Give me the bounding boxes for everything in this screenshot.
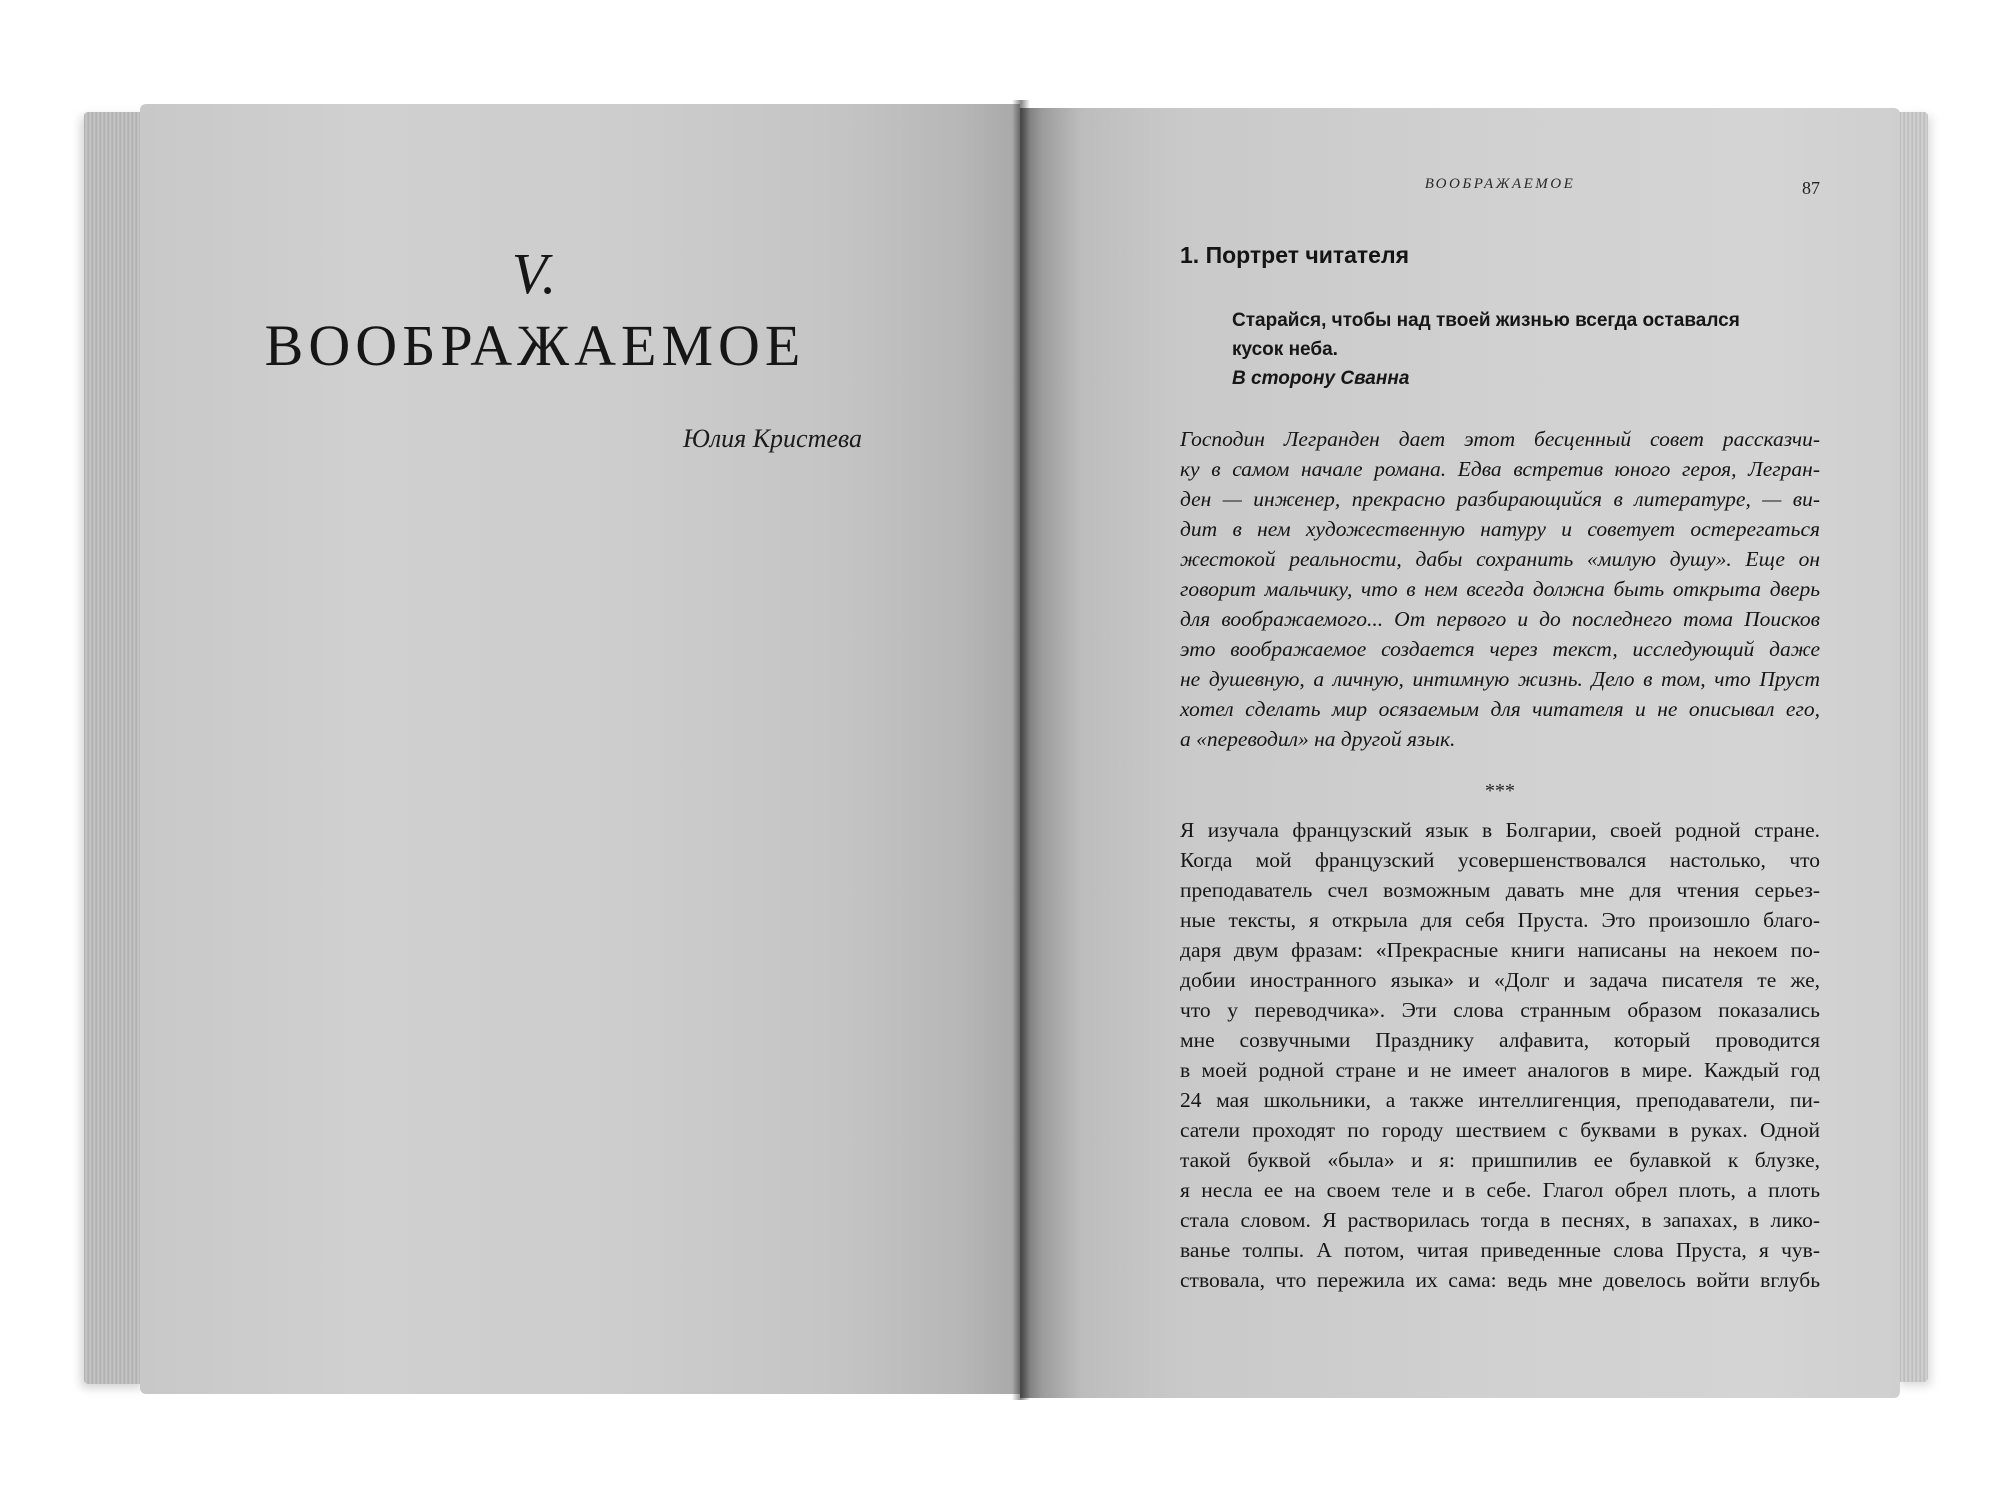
text-line: жестокой реальности, дабы сохранить «милую душу». Еще он	[1180, 547, 1820, 571]
text-line: мне созвучными Празднику алфавита, который проводится	[1180, 1028, 1820, 1052]
text-line: это воображаемое создается через текст, исследующий даже	[1180, 637, 1820, 661]
section-separator: ***	[1485, 780, 1515, 802]
text-line: ные тексты, я открыла для себя Пруста. Это произошло благо-	[1180, 908, 1820, 932]
text-line: что у переводчика». Эти слова странным образом показались	[1180, 998, 1820, 1022]
text-line: в моей родной стране и не имеет аналогов в мире. Каждый год	[1180, 1058, 1820, 1082]
text-line: ствовала, что пережила их сама: ведь мне довелось войти вглубь	[1180, 1268, 1820, 1292]
text-line: стала словом. Я растворилась тогда в песнях, в запахах, в лико-	[1180, 1208, 1820, 1232]
book-gutter	[1012, 100, 1030, 1400]
text-line: ден — инженер, прекрасно разбирающийся в литературе, — ви-	[1180, 487, 1820, 511]
text-line: добии иностранного языка» и «Долг и задача писателя те же,	[1180, 968, 1820, 992]
text-line: Господин Легранден дает этот бесценный совет рассказчи-	[1180, 427, 1820, 451]
text-line: преподаватель счел возможным давать мне для чтения серьез-	[1180, 878, 1820, 902]
section-heading: 1. Портрет читателя	[1180, 242, 1409, 268]
right-page-edges	[1896, 112, 1928, 1382]
page-number: 87	[1802, 178, 1820, 198]
text-line: не душевную, а личную, интимную жизнь. Дело в том, что Пруст	[1180, 667, 1820, 691]
text-line: 24 мая школьники, а также интеллигенция, преподаватели, пи-	[1180, 1088, 1820, 1112]
epigraph-line: Старайся, чтобы над твоей жизнью всегда оставался	[1232, 310, 1740, 331]
text-line: говорит мальчику, что в нем всегда должна быть открыта дверь	[1180, 577, 1820, 601]
text-line: для воображаемого... От первого и до последнего тома Поисков	[1180, 607, 1820, 631]
text-line: Я изучала французский язык в Болгарии, своей родной стране.	[1180, 818, 1820, 842]
text-line: даря двум фразам: «Прекрасные книги написаны на некоем по-	[1180, 938, 1820, 962]
left-page-edges	[84, 112, 146, 1384]
chapter-title: ВООБРАЖАЕМОЕ	[264, 313, 806, 378]
running-head: ВООБРАЖАЕМОЕ	[1424, 176, 1576, 192]
text-line: а «переводил» на другой язык.	[1180, 727, 1456, 751]
text-line: я несла ее на своем теле и в себе. Глагол обрел плоть, а плоть	[1180, 1178, 1820, 1202]
text-line: такой буквой «была» и я: пришпилив ее булавкой к блузке,	[1180, 1148, 1820, 1172]
text-line: дит в нем художественную натуру и советует остерегаться	[1180, 517, 1820, 541]
epigraph	[1232, 306, 1832, 393]
chapter-number: V.	[511, 241, 559, 306]
text-line: хотел сделать мир осязаемым для читателя и не описывал его,	[1180, 697, 1820, 721]
text-line: ванье толпы. А потом, читая приведенные слова Пруста, я чув-	[1180, 1238, 1820, 1262]
epigraph-source: В сторону Сванна	[1232, 368, 1410, 389]
text-line: сатели проходят по городу шествием с буквами в руках. Одной	[1180, 1118, 1820, 1142]
epigraph-line: кусок неба.	[1232, 339, 1338, 360]
body-paragraph	[1180, 815, 1820, 1295]
text-line: Когда мой французский усовершенствовался настолько, что	[1180, 848, 1820, 872]
intro-paragraph	[1180, 424, 1820, 754]
chapter-author: Юлия Кристева	[683, 424, 862, 453]
text-line: ку в самом начале романа. Едва встретив юного героя, Легран-	[1180, 457, 1820, 481]
